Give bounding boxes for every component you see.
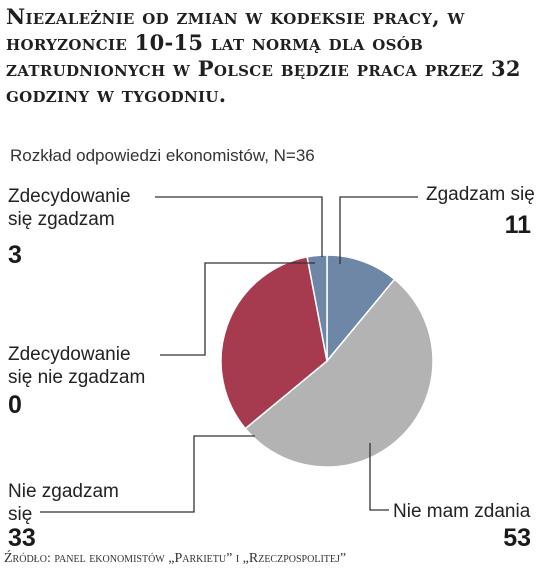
slice-label: się [8,504,33,525]
chart-title: Niezależnie od zmian w kodeksie pracy, w horyzoncie 10-15 lat normą dla osób zatrudnionych w Polsce będzie praca przez 32 godziny w tygodniu. [6,4,521,107]
slice-label: Zdecydowanie [8,344,131,365]
source-note: Źródło: panel ekonomistów „Parkietu” i „Rzeczpospolitej” [4,551,347,566]
leader-line [155,197,322,257]
slice-value: 33 [8,524,36,552]
slice-label: się nie zgadzam [8,367,146,388]
slice-value: 53 [503,524,531,552]
slice-label: Nie zgadzam [8,481,119,502]
slice-value: 11 [504,211,531,239]
slice-value: 0 [8,391,22,419]
chart-subtitle: Rozkład odpowiedzi ekonomistów, N=36 [10,146,315,165]
slice-label: się zgadzam [8,209,115,230]
slice-value: 3 [8,241,22,269]
slice-label: Zdecydowanie [8,186,131,207]
slice-label: Nie mam zdania [393,501,531,522]
leader-line [340,197,418,264]
slice-label: Zgadzam się [426,184,535,205]
